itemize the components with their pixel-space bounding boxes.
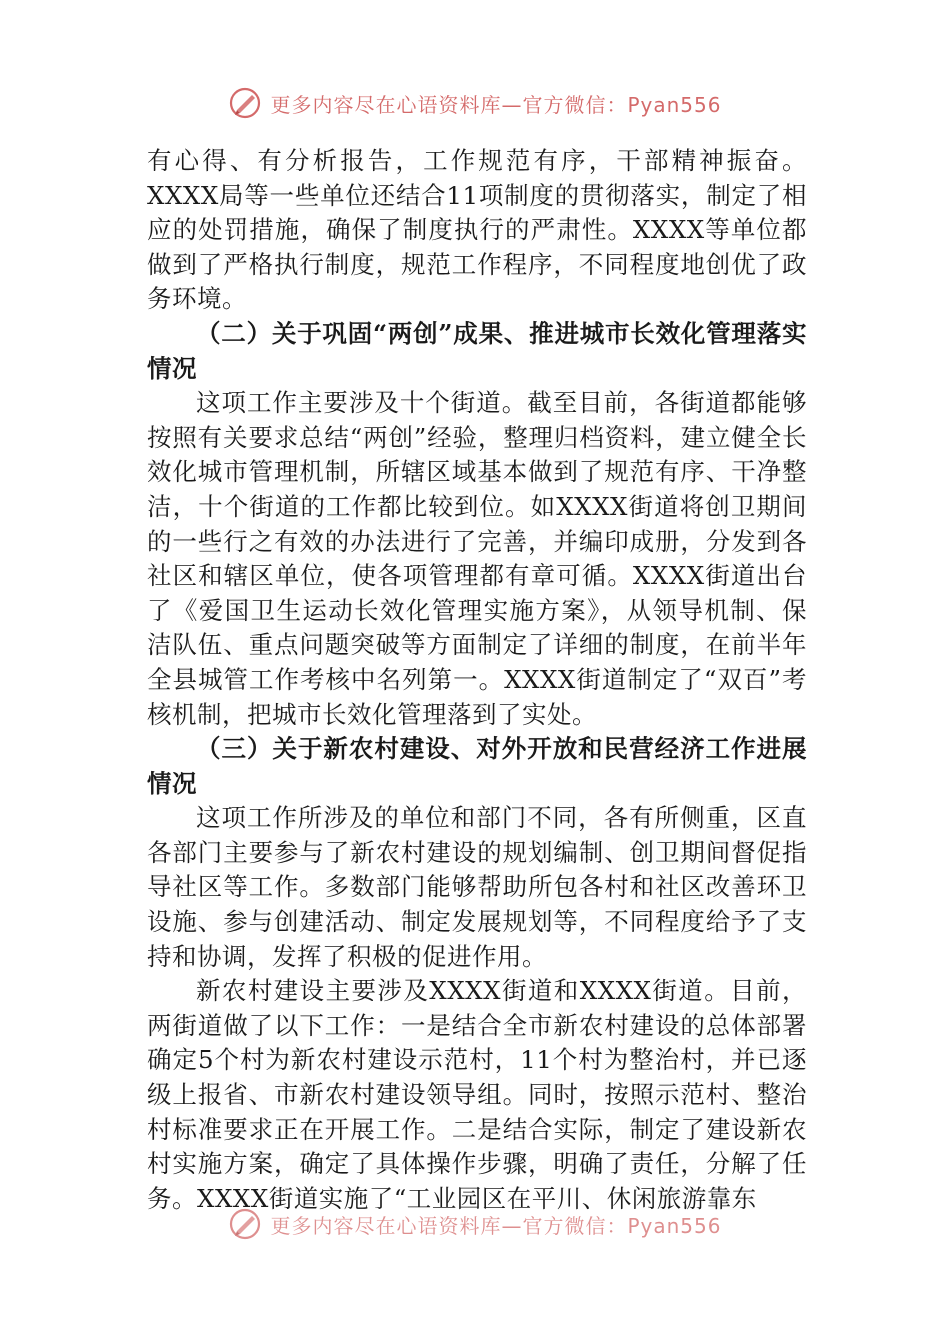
- paragraph: 这项工作所涉及的单位和部门不同，各有所侧重，区直各部门主要参与了新农村建设的规划编制、创卫期间督促指导社区等工作。多数部门能够帮助所包各村和社区改善环卫设施、参与创建活动、制定发展规划等，不同程度给予了支持和协调，发挥了积极的促进作用。: [147, 803, 807, 971]
- watermark-text: 更多内容尽在心语资料库—官方微信：Pyan556: [270, 92, 722, 117]
- watermark-text: 更多内容尽在心语资料库—官方微信：Pyan556: [270, 1213, 722, 1238]
- document-content: [147, 144, 807, 1213]
- pen-logo-icon: [228, 1207, 262, 1241]
- paragraph: 新农村建设主要涉及XXXX街道和XXXX街道。目前，两街道做了以下工作：一是结合全市新农村建设的总体部署确定5个村为新农村建设示范村，11个村为整治村，并已逐级上报省、市新农村建设领导组。同时，按照示范村、整治村标准要求正在开展工作。二是结合实际，制定了建设新农村实施方案，确定了具体操作步骤，明确了责任，分解了任务。XXXX街道实施了“工业园区在平川、休闲旅游靠东: [147, 976, 807, 1213]
- section-heading-2: （二）关于巩固“两创”成果、推进城市长效化管理落实情况: [147, 318, 807, 383]
- paragraph-continued: 有心得、有分析报告，工作规范有序，干部精神振奋。XXXX局等一些单位还结合11项制度的贯彻落实，制定了相应的处罚措施，确保了制度执行的严肃性。XXXX等单位都做到了严格执行制度，规范工作程序，不同程度地创优了政务环境。: [147, 146, 807, 314]
- paragraph: 这项工作主要涉及十个街道。截至目前，各街道都能够按照有关要求总结“两创”经验，整理归档资料，建立健全长效化城市管理机制，所辖区域基本做到了规范有序、干净整洁，十个街道的工作都比较到位。如XXXX街道将创卫期间的一些行之有效的办法进行了完善，并编印成册，分发到各社区和辖区单位，使各项管理都有章可循。XXXX街道出台了《爱国卫生运动长效化管理实施方案》，从领导机制、保洁队伍、重点问题突破等方面制定了详细的制度，在前半年全县城管工作考核中名列第一。XXXX街道制定了“双百”考核机制，把城市长效化管理落到了实处。: [147, 388, 807, 729]
- section-heading-3: （三）关于新农村建设、对外开放和民营经济工作进展情况: [147, 734, 807, 798]
- watermark-footer: [0, 1207, 950, 1241]
